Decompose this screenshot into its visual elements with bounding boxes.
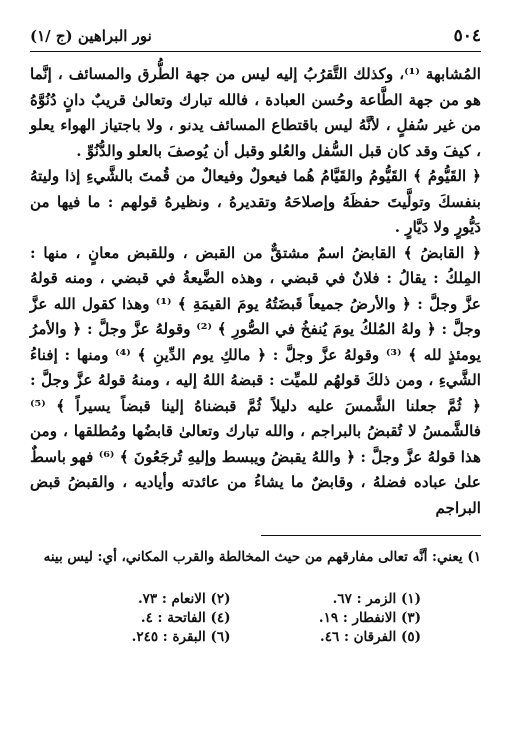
paragraph-mushabaha: المُشابهة ⁽¹⁾، وكذلك التَّقرُبُ إليه ليس من جهة الطُّرق والمسائف ، إنَّما هو من جهة الطَّاعة وحُسن العبادة ، فالله تبارك وتعالىٰ قريبٌ دانٍ دُنُوَّهُ من غير سُفلٍ ، لأنَّهُ ليس باقتطاع المسائف يدنو ، ولا باجتياز الهواء يعلو ، كيفَ وقد كان قبل السُّفل والعُلو وقبل أن يُوصفَ بالعلو والدُّنُوِّ .: [30, 65, 481, 160]
reference-item: (٣) الانفطار : ١٩.: [318, 610, 421, 626]
reference-item: (١) الزمر : ٦٧.: [332, 591, 421, 607]
page-number: ٥٠٤: [453, 26, 481, 46]
quran-references: [70, 590, 421, 647]
running-head: نور البراهين (ج /١): [30, 27, 152, 45]
reference-item: (٢) الانعام : ٧٣.: [137, 591, 231, 607]
page-header: [30, 26, 481, 52]
paragraph-qayyum: ﴿ القَيُّومُ ﴾ القَيُّومُ والقَيَّامُ هُما فيعولٌ وفيعالٌ من قُمتَ بالشَّيءِ إذا وليتهُ بنفسكَ وتولَّيتَ حفظَهُ وإصلاحَهُ وتقديرهُ ، ونظيرهُ قولهم : ما فيها من دَيُّورٍ ولا دَيَّارٍ .: [30, 167, 481, 236]
paragraph-qabid: ﴿ القابضُ ﴾ القابضُ اسمٌ مشتقٌّ من القبض ، وللقبض معانٍ ، منها : المِلكُ : يقالُ : فلانٌ في قبضي ، وهذه الضَّيعةُ في قبضي ، ومنه قولهُ عزَّ وجلَّ : ﴿ والأرضُ جميعاً قَبضَتُهُ يومَ القيمَةِ ﴾ ⁽¹⁾ وهذا كقول الله عزَّ وجلَّ : ﴿ ولهُ المُلكُ يومَ يُنفخُ في الصُّورِ ﴾ ⁽²⁾ وقولهُ عزَّ وجلَّ : ﴿ والأمرُ يومئذٍ لله ﴾ ⁽³⁾ وقولهُ عزَّ وجلَّ : ﴿ مالكِ يوم الدِّينِ ﴾ ⁽⁴⁾ ومنها : إفناءُ الشَّيءِ ، ومن ذلكَ قولهُم للميِّت : قبضهُ اللهُ إليه ، ومنهُ قولهُ عزَّ وجلَّ : ﴿ ثُمَّ جعلنا الشَّمسَ عليه دليلاً ثُمَّ قبضناهُ إلينا قبضاً يسيراً ﴾ ⁽⁵⁾ فالشَّمسُ لا تُقبضُ بالبراجم ، والله تبارك وتعالىٰ قابضُها ومُطلقها ، ومن هذا قولهُ عزَّ وجلَّ : ﴿ واللهُ يقبضُ ويبسط وإليهِ تُرجَعُونَ ﴾ ⁽⁶⁾ فهو باسطٌ علىٰ عباده فضلهُ ، وقابضٌ ما يشاءُ من عائدته وأياديه ، والقبضُ قبض البراجم: [30, 243, 481, 517]
reference-item: (٥) الفرقان : ٤٦.: [320, 629, 421, 645]
reference-item: (٦) البقرة : ٢٤٥.: [131, 629, 231, 645]
main-text: [30, 62, 481, 521]
footnote-divider: [261, 535, 481, 536]
reference-item: (٤) الفاتحة : ٤.: [140, 610, 231, 626]
footnote: ١) يعني: أنَّه تعالى مفارقهم من حيث المخالطة والقرب المكاني، أي: ليس بينه: [43, 549, 481, 565]
